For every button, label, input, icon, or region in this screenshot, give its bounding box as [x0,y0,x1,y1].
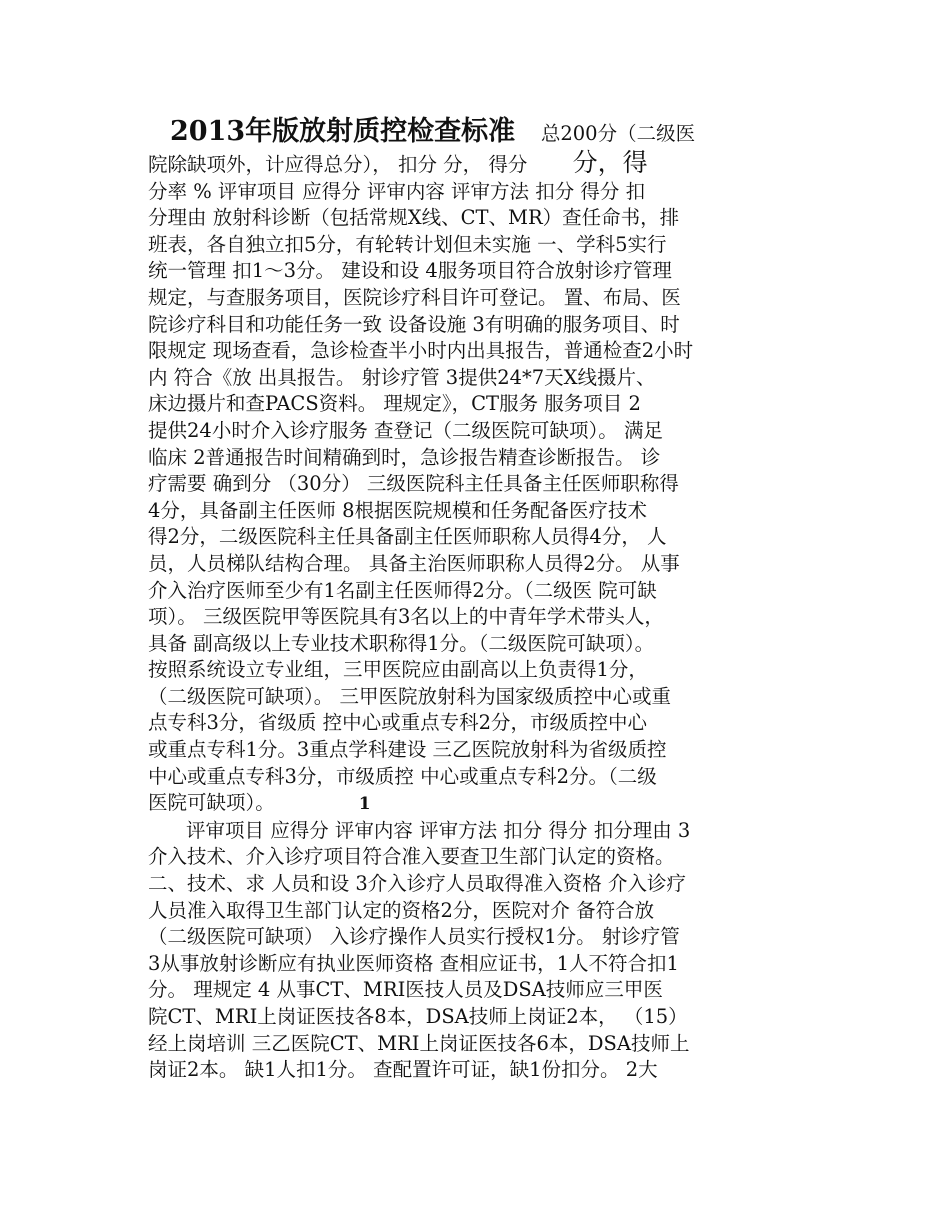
body-line-8: 院诊疗科目和功能任务一致 设备设施 3有明确的服务项目、时 [148,312,680,336]
body-line-1: 总200分（二级医 [540,122,696,145]
page-number: 1 [358,794,371,815]
body-line-31: （二级医院可缺项） 入诊疗操作人员实行授权1分。 射诊疗管 [148,925,680,949]
body-line-7: 规定，与查服务项目，医院诊疗科目许可登记。 置、布局、医 [148,285,681,309]
body-line-15: 4分，具备副主任医师 8根据医院规模和任务配备医疗技术 [148,498,648,522]
body-line-6: 统一管理 扣1～3分。 建设和设 4服务项目符合放射诊疗管理 [148,259,672,283]
body-line-30: 人员准入取得卫生部门认定的资格2分，医院对介 备符合放 [148,898,655,922]
body-line-12: 提供24小时介入诊疗服务 查登记（二级医院可缺项）。 满足 [148,418,663,442]
body-line-17: 员，人员梯队结构合理。 具备主治医师职称人员得2分。 从事 [148,551,680,575]
body-line-13: 临床 2普通报告时间精确到时，急诊报告精查诊断报告。 诊 [148,445,661,469]
body-line-32: 3从事放射诊断应有执业医师资格 查相应证书，1人不符合扣1 [148,951,679,975]
body-line-2-tail: 分，得 [572,148,648,177]
body-line-34: 院CT、MRI上岗证医技各8本，DSA技师上岗证2本， （15） [148,1005,688,1028]
body-line-25: 中心或重点专科3分，市级质控 中心或重点专科2分。（二级 [148,764,657,788]
body-line-26-text: 医院可缺项）。 [148,791,275,815]
body-line-19: 项）。 三级医院甲等医院具有3名以上的中青年学术带头人， [148,605,664,629]
body-line-11: 床边摄片和查PACS资料。 理规定》，CT服务 服务项目 2 [148,392,641,416]
body-line-10: 内 符合《放 出具报告。 射诊疗管 3提供24*7天X线摄片、 [148,365,656,389]
body-line-28: 介入技术、介入诊疗项目符合准入要查卫生部门认定的资格。 [148,845,675,869]
title-line [148,112,808,150]
body-line-2 [148,150,808,179]
body-line-16: 得2分，二级医院科主任具备副主任医师职称人员得4分， 人 [148,525,667,549]
body-line-33: 分。 理规定 4 从事CT、MRI医技人员及DSA技师应三甲医 [148,978,663,1002]
body-line-29: 二、技术、求 人员和设 3介入诊疗人员取得准入资格 介入诊疗 [148,872,687,896]
body-line-35: 经上岗培训 三乙医院CT、MRI上岗证医技各6本，DSA技师上 [148,1031,690,1055]
document-body [148,112,808,1084]
document-title: 2013年版放射质控检查标准 [170,116,516,147]
body-line-27: 评审项目 应得分 评审内容 评审方法 扣分 得分 扣分理由 3 [186,818,691,842]
body-line-14: 疗需要 确到分 （30分） 三级医院科主任具备主任医师职称得 [148,472,679,496]
body-line-18: 介入治疗医师至少有1名副主任医师得2分。（二级医 院可缺 [148,578,657,602]
body-line-9: 限规定 现场查看，急诊检查半小时内出具报告，普通检查2小时 [148,339,694,363]
body-line-24: 或重点专科1分。3重点学科建设 三乙医院放射科为省级质控 [148,738,667,762]
body-line-4: 分理由 放射科诊断（包括常规X线、CT、MR）查任命书，排 [148,206,680,230]
body-line-3: 分率 % 评审项目 应得分 评审内容 评审方法 扣分 得分 扣 [148,179,646,203]
body-line-20: 具备 副高级以上专业技术职称得1分。（二级医院可缺项）。 [148,631,655,655]
body-line-21: 按照系统设立专业组，三甲医院应由副高以上负责得1分， [148,658,648,682]
body-line-23: 点专科3分，省级质 控中心或重点专科2分，市级质控中心 [148,711,648,735]
body-line-2-text: 院除缺项外，计应得总分）， 扣分 分， 得分 [148,153,528,176]
body-line-22: （二级医院可缺项）。 三甲医院放射科为国家级质控中心或重 [148,684,671,708]
body-line-36: 岗证2本。 缺1人扣1分。 查配置许可证，缺1份扣分。 2大 [148,1058,658,1082]
body-line-5: 班表，各自独立扣5分，有轮转计划但未实施 一、学科5实行 [148,232,667,256]
body-line-26 [148,790,808,818]
